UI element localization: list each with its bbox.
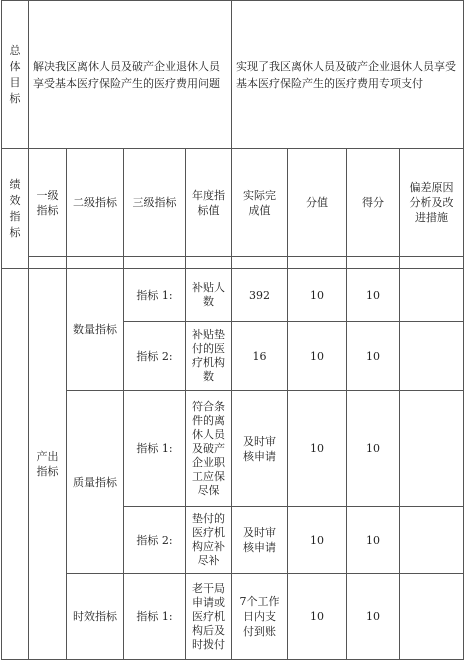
row-actual: 392 bbox=[232, 269, 288, 322]
spacer-row bbox=[2, 257, 464, 269]
table-row bbox=[2, 574, 464, 660]
performance-table bbox=[1, 0, 464, 660]
row-target: 老干局申请或医疗机构后及时拨付 bbox=[186, 574, 232, 660]
header-deviation: 偏差原因分析及改进措施 bbox=[400, 149, 464, 257]
overall-goal-left-text: 解决我区离休人员及破产企业退休人员享受基本医疗保险产生的医疗费用问题 bbox=[29, 1, 232, 149]
row-score: 10 bbox=[347, 507, 400, 574]
header-annual-target: 年度指标值 bbox=[186, 149, 232, 257]
row-indicator: 指标 1: bbox=[124, 574, 186, 660]
table-row bbox=[2, 269, 464, 322]
table-row bbox=[2, 391, 464, 507]
row-actual: 及时审核申请 bbox=[232, 507, 288, 574]
row-actual: 及时审核申请 bbox=[232, 391, 288, 507]
header-score: 得分 bbox=[347, 149, 400, 257]
row-value: 10 bbox=[288, 507, 347, 574]
row-score: 10 bbox=[347, 269, 400, 322]
row-value: 10 bbox=[288, 322, 347, 391]
level2-quality: 质量指标 bbox=[67, 391, 124, 574]
header-level2: 二级指标 bbox=[67, 149, 124, 257]
overall-goal-right-text: 实现了我区离休人员及破产企业退休人员享受基本医疗保险产生的医疗费用专项支付 bbox=[232, 1, 464, 149]
header-level3: 三级指标 bbox=[124, 149, 186, 257]
header-level1: 一级指标 bbox=[29, 149, 67, 257]
header-actual: 实际完成值 bbox=[232, 149, 288, 257]
row-score: 10 bbox=[347, 322, 400, 391]
level2-quantity: 数量指标 bbox=[67, 269, 124, 391]
header-row bbox=[2, 149, 464, 257]
row-target: 符合条件的离休人员及破产企业职工应保尽保 bbox=[186, 391, 232, 507]
row-value: 10 bbox=[288, 391, 347, 507]
row-value: 10 bbox=[288, 574, 347, 660]
row-deviation bbox=[400, 269, 464, 322]
row-deviation bbox=[400, 507, 464, 574]
row-target: 垫付的医疗机构应补尽补 bbox=[186, 507, 232, 574]
perf-indicator-label: 绩效指标 bbox=[2, 149, 29, 269]
row-target: 补贴垫付的医疗机构数 bbox=[186, 322, 232, 391]
row-score: 10 bbox=[347, 574, 400, 660]
row-actual: 7个工作日内支付到账 bbox=[232, 574, 288, 660]
row-indicator: 指标 1: bbox=[124, 391, 186, 507]
row-indicator: 指标 1: bbox=[124, 269, 186, 322]
row-indicator: 指标 2: bbox=[124, 507, 186, 574]
overall-goal-row bbox=[2, 1, 464, 149]
row-deviation bbox=[400, 391, 464, 507]
level2-timeliness: 时效指标 bbox=[67, 574, 124, 660]
row-score: 10 bbox=[347, 391, 400, 507]
row-actual: 16 bbox=[232, 322, 288, 391]
row-deviation bbox=[400, 322, 464, 391]
row-deviation bbox=[400, 574, 464, 660]
row-indicator: 指标 2: bbox=[124, 322, 186, 391]
row-target: 补贴人数 bbox=[186, 269, 232, 322]
overall-goal-label: 总体目标 bbox=[2, 1, 29, 149]
header-score-value: 分值 bbox=[288, 149, 347, 257]
row-value: 10 bbox=[288, 269, 347, 322]
level1-output: 产出指标 bbox=[29, 269, 67, 660]
